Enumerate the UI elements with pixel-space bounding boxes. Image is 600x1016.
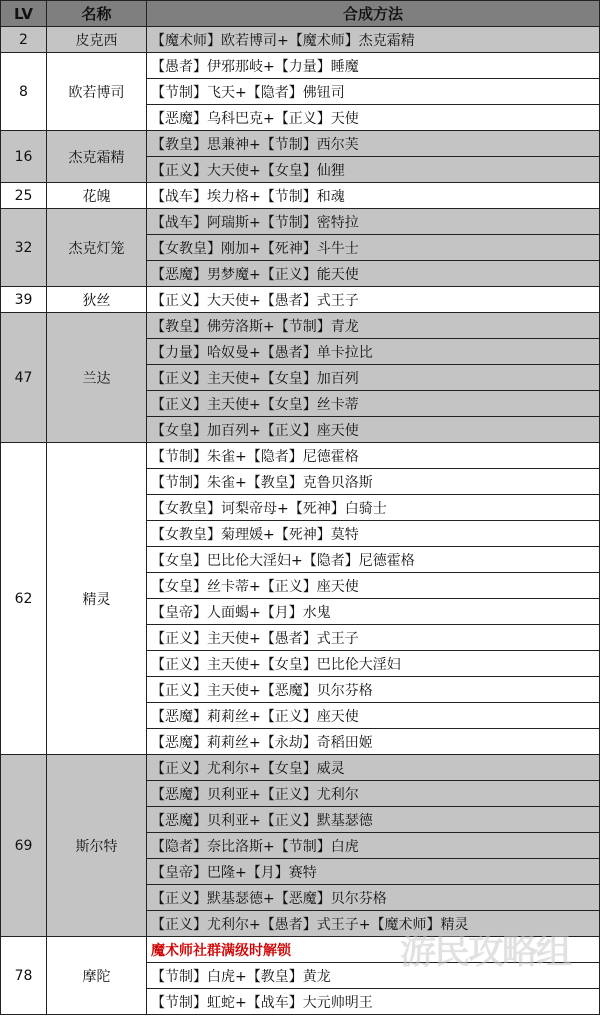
fusion-method-cell: 【节制】白虎+【教皇】黄龙 xyxy=(147,963,600,989)
fusion-method-cell: 【战车】阿瑞斯+【节制】密特拉 xyxy=(147,209,600,235)
level-cell: 25 xyxy=(1,183,47,209)
persona-name-cell: 花魄 xyxy=(47,183,147,209)
table-row xyxy=(1,287,600,313)
fusion-method-cell: 【恶魔】男梦魔+【正义】能天使 xyxy=(147,261,600,287)
fusion-method-cell: 【正义】大天使+【女皇】仙狸 xyxy=(147,157,600,183)
persona-name-cell: 杰克灯笼 xyxy=(47,209,147,287)
header-method: 合成方法 xyxy=(147,1,600,27)
table-row xyxy=(1,27,600,53)
fusion-method-cell: 【恶魔】贝利亚+【正义】默基瑟德 xyxy=(147,807,600,833)
persona-name-cell: 皮克西 xyxy=(47,27,147,53)
fusion-method-cell: 【恶魔】贝利亚+【正义】尤利尔 xyxy=(147,781,600,807)
level-cell: 39 xyxy=(1,287,47,313)
fusion-method-cell: 【女皇】加百列+【正义】座天使 xyxy=(147,417,600,443)
fusion-method-cell: 【皇帝】人面蝎+【月】水鬼 xyxy=(147,599,600,625)
fusion-method-cell: 【恶魔】莉莉丝+【永劫】奇稻田姬 xyxy=(147,729,600,755)
level-cell: 16 xyxy=(1,131,47,183)
fusion-method-cell: 【节制】虹蛇+【战车】大元帅明王 xyxy=(147,989,600,1015)
table-row xyxy=(1,755,600,781)
level-cell: 47 xyxy=(1,313,47,443)
fusion-method-cell: 【正义】默基瑟德+【恶魔】贝尔芬格 xyxy=(147,885,600,911)
fusion-method-cell: 【正义】尤利尔+【愚者】式王子+【魔术师】精灵 xyxy=(147,911,600,937)
persona-name-cell: 兰达 xyxy=(47,313,147,443)
table-row xyxy=(1,443,600,469)
fusion-method-cell: 【恶魔】莉莉丝+【正义】座天使 xyxy=(147,703,600,729)
table-row xyxy=(1,131,600,157)
table-row xyxy=(1,313,600,339)
level-cell: 32 xyxy=(1,209,47,287)
fusion-method-cell: 【皇帝】巴隆+【月】赛特 xyxy=(147,859,600,885)
fusion-method-cell: 【战车】埃力格+【节制】和魂 xyxy=(147,183,600,209)
fusion-method-cell: 【教皇】思兼神+【节制】西尔芙 xyxy=(147,131,600,157)
persona-name-cell: 狄丝 xyxy=(47,287,147,313)
fusion-method-cell: 【正义】主天使+【愚者】式王子 xyxy=(147,625,600,651)
fusion-method-cell: 【力量】哈奴曼+【愚者】单卡拉比 xyxy=(147,339,600,365)
fusion-method-cell: 【节制】飞天+【隐者】佛钮司 xyxy=(147,79,600,105)
persona-name-cell: 欧若博司 xyxy=(47,53,147,131)
unlock-note: 魔术师社群满级时解锁 xyxy=(147,937,600,963)
fusion-method-cell: 【节制】朱雀+【教皇】克鲁贝洛斯 xyxy=(147,469,600,495)
persona-name-cell: 斯尔特 xyxy=(47,755,147,937)
fusion-method-cell: 【节制】朱雀+【隐者】尼德霍格 xyxy=(147,443,600,469)
header-lv: LV xyxy=(1,1,47,27)
level-cell: 62 xyxy=(1,443,47,755)
table-row xyxy=(1,209,600,235)
persona-name-cell: 杰克霜精 xyxy=(47,131,147,183)
level-cell: 78 xyxy=(1,937,47,1015)
table-row xyxy=(1,937,600,963)
fusion-method-cell: 【魔术师】欧若博司+【魔术师】杰克霜精 xyxy=(147,27,600,53)
table-row xyxy=(1,53,600,79)
fusion-method-cell: 【女教皇】菊理媛+【死神】莫特 xyxy=(147,521,600,547)
fusion-method-cell: 【女皇】丝卡蒂+【正义】座天使 xyxy=(147,573,600,599)
level-cell: 2 xyxy=(1,27,47,53)
fusion-method-cell: 【恶魔】乌科巴克+【正义】天使 xyxy=(147,105,600,131)
fusion-method-cell: 【正义】主天使+【女皇】巴比伦大淫妇 xyxy=(147,651,600,677)
fusion-method-cell: 【正义】主天使+【女皇】加百列 xyxy=(147,365,600,391)
fusion-method-cell: 【隐者】奈比洛斯+【节制】白虎 xyxy=(147,833,600,859)
fusion-method-cell: 【正义】主天使+【恶魔】贝尔芬格 xyxy=(147,677,600,703)
level-cell: 69 xyxy=(1,755,47,937)
fusion-method-cell: 【女皇】巴比伦大淫妇+【隐者】尼德霍格 xyxy=(147,547,600,573)
header-row xyxy=(1,1,600,27)
fusion-method-cell: 【正义】大天使+【愚者】式王子 xyxy=(147,287,600,313)
level-cell: 8 xyxy=(1,53,47,131)
persona-name-cell: 摩陀 xyxy=(47,937,147,1015)
fusion-method-cell: 【女教皇】诃梨帝母+【死神】白骑士 xyxy=(147,495,600,521)
header-name: 名称 xyxy=(47,1,147,27)
fusion-method-cell: 【女教皇】刚加+【死神】斗牛士 xyxy=(147,235,600,261)
fusion-method-cell: 【教皇】佛劳洛斯+【节制】青龙 xyxy=(147,313,600,339)
table-row xyxy=(1,183,600,209)
watermark-logo: 游民攻略组 xyxy=(399,931,570,972)
fusion-method-cell: 【正义】主天使+【女皇】丝卡蒂 xyxy=(147,391,600,417)
fusion-method-cell: 【愚者】伊邪那岐+【力量】睡魔 xyxy=(147,53,600,79)
fusion-method-cell: 【正义】尤利尔+【女皇】威灵 xyxy=(147,755,600,781)
persona-name-cell: 精灵 xyxy=(47,443,147,755)
